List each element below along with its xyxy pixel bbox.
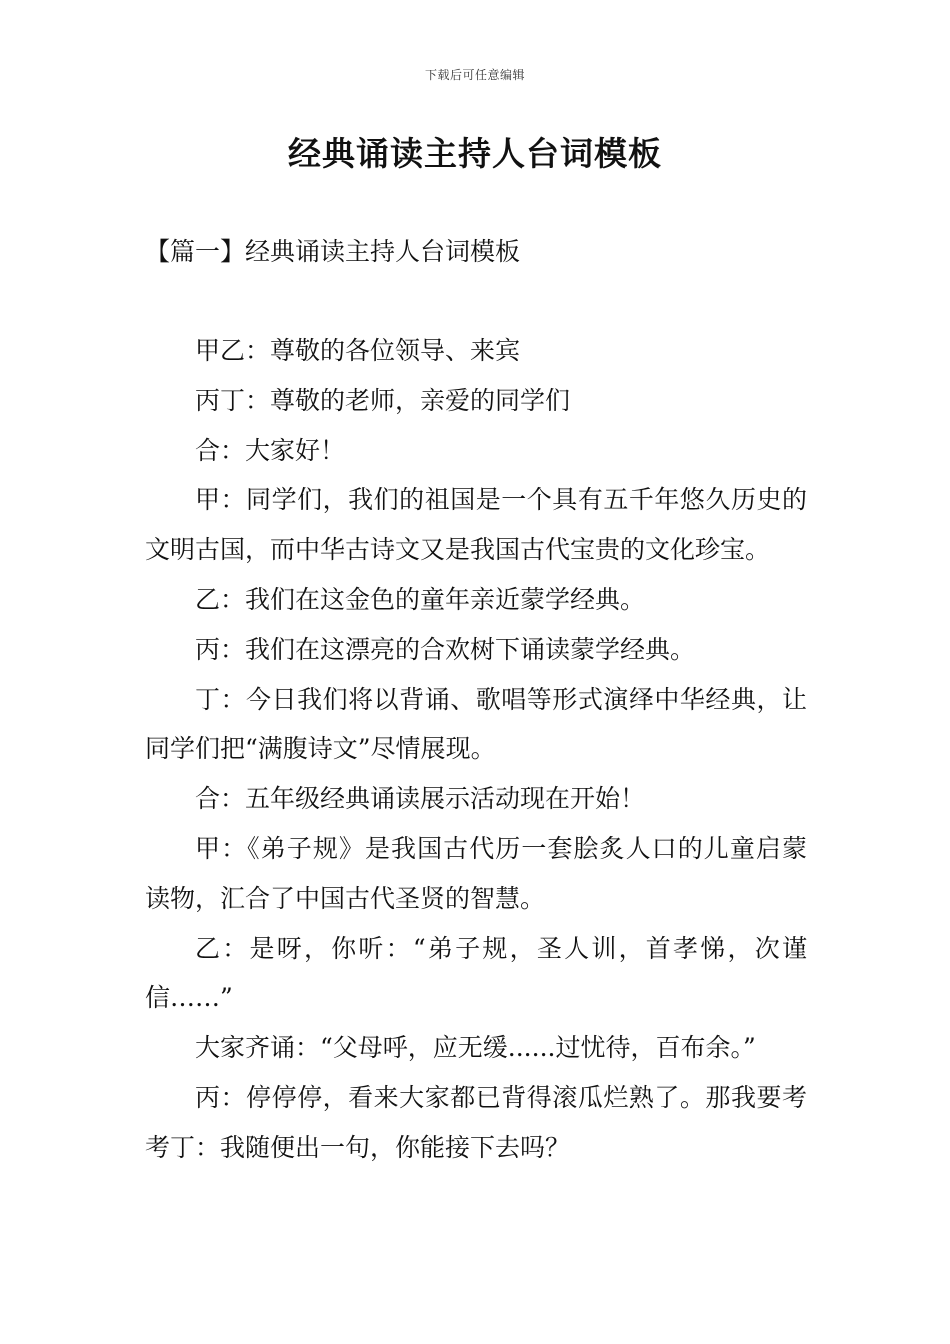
paragraph: 大家齐诵：“父母呼，应无缓......过忧待，百布余。” — [195, 1033, 756, 1063]
paragraph: 合：大家好！ — [195, 435, 346, 465]
paragraph: 乙：我们在这金色的童年亲近蒙学经典。 — [195, 584, 646, 614]
header-note: 下载后可任意编辑 — [424, 68, 525, 82]
paragraph: 乙：是呀，你听：“弟子规，圣人训，首孝悌，次谨信……” — [145, 933, 807, 1013]
paragraph: 丁：今日我们将以背诵、歌唱等形式演绎中华经典，让同学们把“满腹诗文”尽情展现。 — [145, 684, 807, 764]
paragraph: 合：五年级经典诵读展示活动现在开始！ — [195, 784, 646, 814]
document-body — [145, 326, 807, 1173]
section-heading: 【篇一】经典诵读主持人台词模板 — [145, 237, 521, 266]
paragraph: 甲：同学们，我们的祖国是一个具有五千年悠久历史的文明古国，而中华古诗文又是我国古代宝贵的文化珍宝。 — [145, 485, 807, 565]
paragraph: 丙：我们在这漂亮的合欢树下诵读蒙学经典。 — [195, 634, 696, 664]
paragraph: 丙丁：尊敬的老师，亲爱的同学们 — [195, 385, 571, 415]
paragraph: 甲：《弟子规》是我国古代历一套脍炙人口的儿童启蒙读物，汇合了中国古代圣贤的智慧。 — [145, 833, 807, 913]
document-title: 经典诵读主持人台词模板 — [288, 134, 662, 173]
paragraph: 甲乙：尊敬的各位领导、来宾 — [195, 336, 521, 365]
paragraph: 丙：停停停，看来大家都已背得滚瓜烂熟了。那我要考考丁：我随便出一句，你能接下去吗？ — [145, 1082, 807, 1162]
